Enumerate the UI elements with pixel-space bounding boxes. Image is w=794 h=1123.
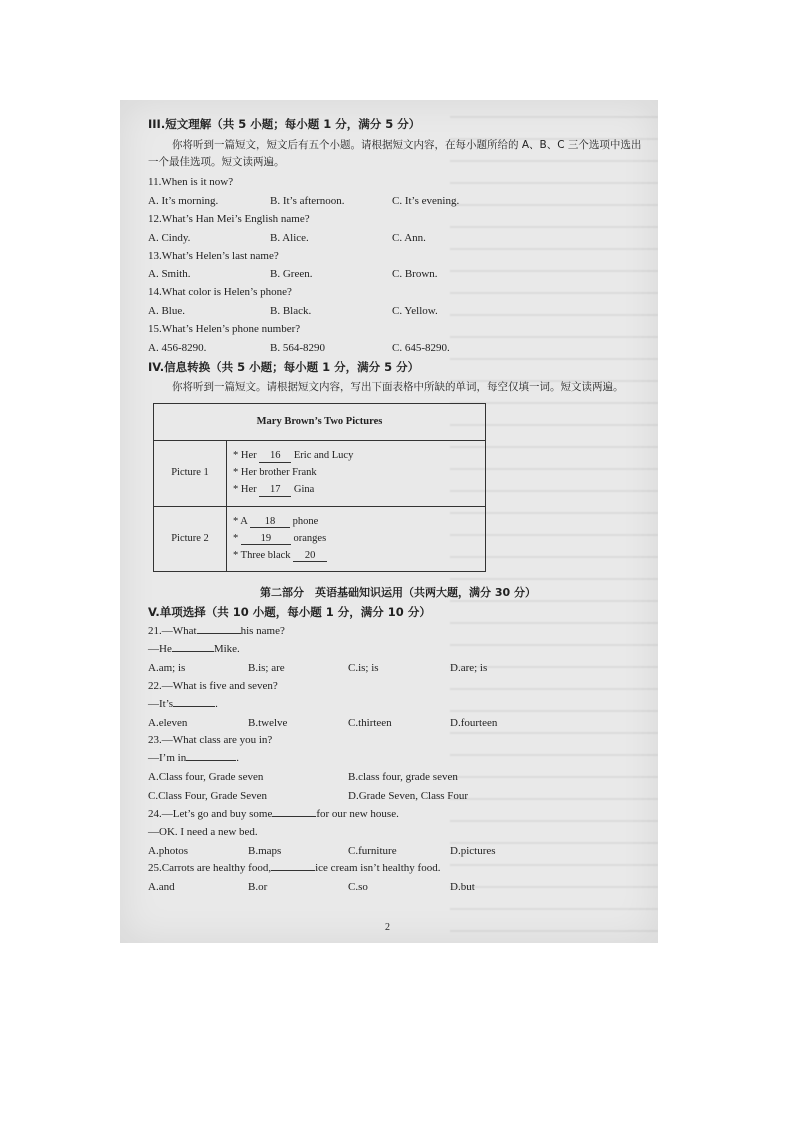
picture-1-items xyxy=(227,441,486,507)
blank-20: 20 xyxy=(293,550,327,563)
question-23: 23.—What class are you in? —I’m in . A.Class four, Grade seven B.class four, grade seven C.Class Four, Grade Seven D.Grade Seven, Class Four xyxy=(148,734,469,802)
question-13: 13.What’s Helen’s last name? A. Smith. B. Green. C. Brown. xyxy=(148,249,438,281)
option-a: A. 456-8290. xyxy=(148,341,207,354)
table-row: * Her 17 Gina xyxy=(233,484,315,496)
question-15: 15.What’s Helen’s phone number? A. 456-8290. B. 564-8290 C. 645-8290. xyxy=(148,322,450,354)
option-c: C. Yellow. xyxy=(392,305,438,318)
option-b: B.or xyxy=(248,881,268,894)
answer-blank xyxy=(197,633,241,634)
table-row: * A 18 phone xyxy=(233,515,319,527)
picture-2-label: Picture 2 xyxy=(154,506,227,572)
question-25: 25.Carrots are healthy food, ice cream isn’t healthy food. A.and B.or C.so D.but xyxy=(148,862,475,894)
option-a: A. Blue. xyxy=(148,305,185,318)
option-a: A. It’s morning. xyxy=(148,195,219,208)
page-number: 2 xyxy=(385,922,390,933)
question-14: 14.What color is Helen’s phone? A. Blue. B. Black. C. Yellow. xyxy=(148,286,438,318)
question-22: 22.—What is five and seven? —It’s . A.eleven B.twelve C.thirteen D.fourteen xyxy=(148,679,498,729)
option-b: B.maps xyxy=(248,844,282,857)
blank-16: 16 xyxy=(259,450,291,463)
option-c: C. 645-8290. xyxy=(392,341,450,354)
option-b: B. Black. xyxy=(270,305,312,318)
option-a: A. Cindy. xyxy=(148,231,191,244)
blank-18: 18 xyxy=(250,516,290,529)
option-b: B. Green. xyxy=(270,268,313,281)
option-d: D.fourteen xyxy=(450,716,498,729)
question-24: 24.—Let’s go and buy some for our new house. —OK. I need a new bed. A.photos B.maps C.furniture D.pictures xyxy=(148,807,496,857)
option-b: B. It’s afternoon. xyxy=(270,195,345,208)
option-a: A.photos xyxy=(148,844,189,857)
option-c: C.so xyxy=(348,881,368,894)
option-b: B.twelve xyxy=(248,716,288,729)
option-b: B.is; are xyxy=(248,662,285,675)
option-a: A.Class four, Grade seven xyxy=(148,771,264,784)
answer-blank xyxy=(271,870,315,871)
option-c: C. Brown. xyxy=(392,268,438,281)
option-a: A.and xyxy=(148,881,175,894)
answer-blank xyxy=(173,706,215,707)
picture-2-items xyxy=(227,506,486,572)
question-12: 12.What’s Han Mei’s English name? A. Cindy. B. Alice. C. Ann. xyxy=(148,212,426,244)
table-row: * Her 16 Eric and Lucy xyxy=(233,450,354,461)
part-2-title: 第二部分 英语基础知识运用（共两大题，满分 30 分） xyxy=(260,586,536,600)
section-5-title: V.单项选择（共 10 小题，每小题 1 分，满分 10 分） xyxy=(148,604,431,619)
blank-17: 17 xyxy=(259,484,291,497)
option-a: A. Smith. xyxy=(148,268,191,281)
blank-19: 19 xyxy=(241,533,291,546)
option-d: D.but xyxy=(450,881,475,894)
option-d: D.are; is xyxy=(450,662,488,675)
table-row: * Her brother Frank xyxy=(233,467,317,479)
option-c: C.furniture xyxy=(348,844,397,857)
exam-content xyxy=(148,115,648,895)
table-title: Mary Brown’s Two Pictures xyxy=(154,404,486,441)
option-c: C. It’s evening. xyxy=(392,195,460,208)
option-b: B.class four, grade seven xyxy=(348,771,458,784)
question-21: 21.—What his name? —He Mike. A.am; is B.is; are C.is; is D.are; is xyxy=(148,625,488,675)
table-row: * Three black 20 xyxy=(233,549,485,563)
option-d: D.Grade Seven, Class Four xyxy=(348,789,469,802)
option-d: D.pictures xyxy=(450,844,496,857)
answer-blank xyxy=(272,816,316,817)
option-a: A.eleven xyxy=(148,716,188,729)
option-b: B. 564-8290 xyxy=(270,341,325,354)
picture-1-label: Picture 1 xyxy=(154,441,227,507)
option-c: C. Ann. xyxy=(392,231,426,244)
answer-blank xyxy=(172,651,214,652)
option-c: C.thirteen xyxy=(348,716,392,729)
question-11: 11.When is it now? A. It’s morning. B. It’s afternoon. C. It’s evening. xyxy=(148,176,460,208)
answer-blank xyxy=(186,760,236,761)
option-c: C.is; is xyxy=(348,662,379,675)
section-4-title: IV.信息转换（共 5 小题；每小题 1 分，满分 5 分） xyxy=(148,359,420,374)
section-4-instructions: 你将听到一篇短文。请根据短文内容，写出下面表格中所缺的单词，每空仅填一词。短文读两遍。 xyxy=(172,381,624,394)
option-c: C.Class Four, Grade Seven xyxy=(148,789,268,802)
info-table xyxy=(153,403,486,572)
section-3-title: III.短文理解（共 5 小题；每小题 1 分，满分 5 分） xyxy=(148,117,421,131)
section-3-instructions: 你将听到一篇短文，短文后有五个小题。请根据短文内容，在每小题所给的 A、B、C 三个选项中选出一个最佳选项。短文读两遍。 xyxy=(148,138,642,169)
table-row: * 19 oranges xyxy=(233,532,327,544)
option-a: A.am; is xyxy=(148,662,186,675)
option-b: B. Alice. xyxy=(270,231,309,244)
